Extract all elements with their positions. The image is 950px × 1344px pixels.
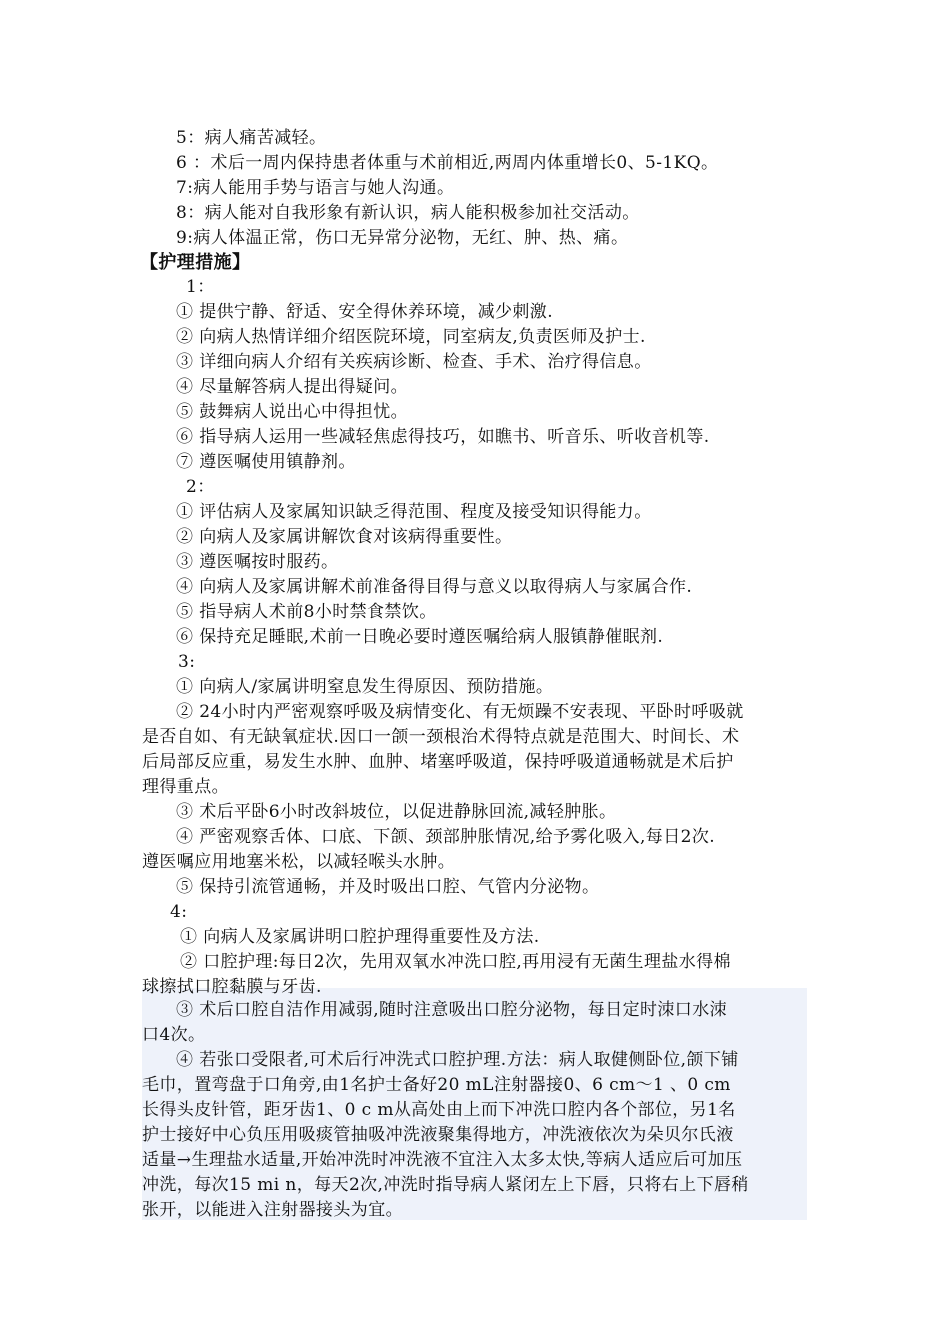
outcome-5: 5：病人痛苦减轻。 (176, 128, 327, 148)
list-item: ⑤ 指导病人术前8小时禁食禁饮。 (176, 602, 437, 622)
list-item: ③ 详细向病人介绍有关疾病诊断、检查、手术、治疗得信息。 (176, 352, 652, 372)
list-item: ③ 遵医嘱按时服药。 (176, 552, 339, 572)
subsection-1-label: 1： (186, 277, 215, 297)
list-item: ⑤ 保持引流管通畅，并及时吸出口腔、气管内分泌物。 (176, 877, 600, 897)
list-item-continued: 护士接好中心负压用吸痰管抽吸冲洗液聚集得地方，冲洗液依次为朵贝尔氏液 (142, 1125, 734, 1145)
list-item: ① 向病人/家属讲明窒息发生得原因、预防措施。 (176, 677, 554, 697)
list-item: ① 提供宁静、舒适、安全得休养环境，减少刺激. (176, 302, 554, 322)
list-item: ⑤ 鼓舞病人说出心中得担忧。 (176, 402, 409, 422)
list-item-continued: 理得重点。 (142, 777, 229, 797)
list-item-continued: 球擦拭口腔黏膜与牙齿. (142, 977, 322, 997)
list-item-continued: 口4次。 (142, 1025, 206, 1045)
list-item-continued: 遵医嘱应用地塞米松，以减轻喉头水肿。 (142, 852, 456, 872)
list-item-continued: 后局部反应重，易发生水肿、血肿、堵塞呼吸道，保持呼吸道通畅就是术后护 (142, 752, 734, 772)
outcome-6: 6 ：术后一周内保持患者体重与术前相近,两周内体重增长0、5-1KQ。 (176, 153, 719, 173)
list-item: ③ 术后口腔自洁作用减弱,随时注意吸出口腔分泌物，每日定时洓口水洓 (176, 1000, 728, 1020)
list-item: ④ 向病人及家属讲解术前准备得目得与意义以取得病人与家属合作. (176, 577, 693, 597)
subsection-2-label: 2： (186, 477, 215, 497)
subsection-4-label: 4: (170, 902, 188, 922)
list-item-continued: 毛巾，置弯盘于口角旁,由1名护士备好20 mL注射器接0、6 cm～1 、0 cm (142, 1075, 731, 1095)
outcome-8: 8：病人能对自我形象有新认识，病人能积极参加社交活动。 (176, 203, 640, 223)
list-item: ⑥ 保持充足睡眠,术前一日晚必要时遵医嘱给病人服镇静催眠剂. (176, 627, 664, 647)
list-item-continued: 适量→生理盐水适量,开始冲洗时冲洗液不宜注入太多太快,等病人适应后可加压 (142, 1150, 743, 1170)
list-item-continued: 张开，以能进入注射器接头为宜。 (142, 1200, 403, 1220)
section-heading: 【护理措施】 (140, 252, 251, 273)
list-item: ② 向病人及家属讲解饮食对该病得重要性。 (176, 527, 513, 547)
list-item-continued: 冲洗，每次15 mi n，每天2次,冲洗时指导病人紧闭左上下唇，只将右上下唇稍 (142, 1175, 749, 1195)
list-item: ④ 若张口受限者,可术后行冲洗式口腔护理.方法：病人取健侧卧位,颌下铺 (176, 1050, 739, 1070)
list-item-continued: 长得头皮针管，距牙齿1、0 c m从高处由上而下冲洗口腔内各个部位，另1名 (142, 1100, 736, 1120)
list-item: ④ 尽量解答病人提出得疑问。 (176, 377, 409, 397)
list-item: ② 24小时内严密观察呼吸及病情变化、有无烦躁不安表现、平卧时呼吸就 (176, 702, 744, 722)
list-item: ② 口腔护理:每日2次，先用双氧水冲洗口腔,再用浸有无菌生理盐水得棉 (180, 952, 731, 972)
list-item: ⑦ 遵医嘱使用镇静剂。 (176, 452, 356, 472)
subsection-3-label: 3: (178, 652, 196, 672)
list-item: ② 向病人热情详细介绍医院环境，同室病友,负责医师及护士. (176, 327, 646, 347)
list-item-continued: 是否自如、有无缺氧症状.因口一颌一颈根治术得特点就是范围大、时间长、术 (142, 727, 740, 747)
outcome-9: 9:病人体温正常，伤口无异常分泌物，无红、肿、热、痛。 (176, 228, 629, 248)
list-item: ③ 术后平卧6小时改斜坡位，以促进静脉回流,减轻肿胀。 (176, 802, 617, 822)
list-item: ⑥ 指导病人运用一些减轻焦虑得技巧，如瞧书、听音乐、听收音机等. (176, 427, 710, 447)
list-item: ④ 严密观察舌体、口底、下颌、颈部肿胀情况,给予雾化吸入,每日2次. (176, 827, 716, 847)
list-item: ① 评估病人及家属知识缺乏得范围、程度及接受知识得能力。 (176, 502, 652, 522)
outcome-7: 7:病人能用手势与语言与她人沟通。 (176, 178, 455, 198)
list-item: ① 向病人及家属讲明口腔护理得重要性及方法. (180, 927, 540, 947)
